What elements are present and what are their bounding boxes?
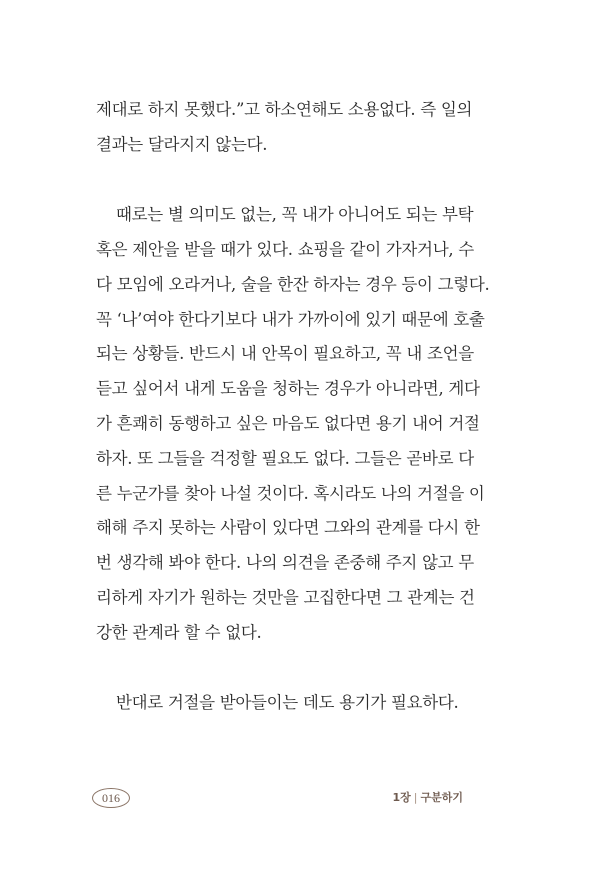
text-line: 듣고 싶어서 내게 도움을 청하는 경우가 아니라면, 게다 (96, 379, 480, 398)
text-line: 되는 상황들. 반드시 내 안목이 필요하고, 꼭 내 조언을 (96, 344, 474, 363)
text-line: 른 누군가를 찾아 나설 것이다. 혹시라도 나의 거절을 이 (96, 484, 485, 503)
text-line: 제대로 하지 못했다.”고 하소연해도 소용없다. 즉 일의 (96, 100, 473, 119)
chapter-label: 1장 (392, 791, 411, 804)
section-title: 구분하기 (420, 791, 463, 804)
text-line: 가 흔쾌히 동행하고 싶은 마음도 없다면 용기 내어 거절 (96, 414, 480, 433)
text-line: 다 모임에 오라거나, 술을 한잔 하자는 경우 등이 그렇다. (96, 275, 490, 294)
text-line: 해해 주지 못하는 사람이 있다면 그와의 관계를 다시 한 (96, 518, 480, 537)
text-line: 때로는 별 의미도 없는, 꼭 내가 아니어도 되는 부탁 (116, 205, 474, 224)
text-line: 번 생각해 봐야 한다. 나의 의견을 존중해 주지 않고 무 (96, 553, 474, 572)
text-line: 결과는 달라지지 않는다. (96, 135, 268, 154)
running-footer (392, 789, 463, 805)
text-line: 혹은 제안을 받을 때가 있다. 쇼핑을 같이 가자거나, 수 (96, 240, 474, 259)
text-line: 꼭 ‘나’여야 한다기보다 내가 가까이에 있기 때문에 호출 (96, 310, 485, 329)
text-line: 강한 관계라 할 수 없다. (96, 623, 262, 642)
page-number: 016 (92, 788, 130, 808)
footer-separator: | (413, 791, 418, 804)
text-line: 반대로 거절을 받아들이는 데도 용기가 필요하다. (116, 693, 459, 712)
text-line: 리하게 자기가 원하는 것만을 고집한다면 그 관계는 건 (96, 588, 475, 607)
text-line: 하자. 또 그들을 걱정할 필요도 없다. 그들은 곧바로 다 (96, 449, 474, 468)
